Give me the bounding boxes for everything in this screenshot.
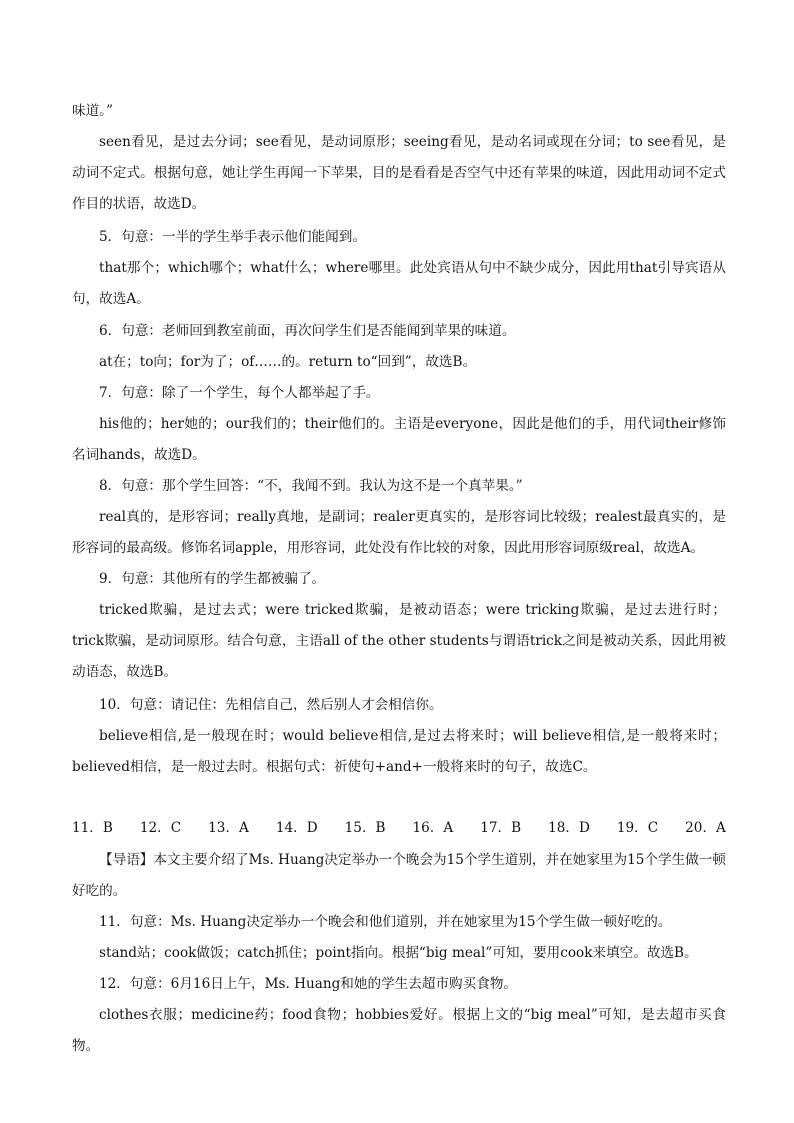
explanation-6: at在；to向；for为了；of……的。return to“回到”，故选B。 bbox=[99, 354, 477, 370]
answer-item: 15．B bbox=[344, 820, 386, 836]
passage-intro: 【导语】本文主要介绍了Ms. Huang决定举办一个晚会为15个学生道别，并在她家里为15个学生做一顿好吃的。 bbox=[72, 852, 726, 899]
answer-item: 14．D bbox=[275, 820, 318, 836]
explanation-8: real真的，是形容词；really真地，是副词；realer更真实的，是形容词比较级；realest最真实的，是形容词的最高级。修饰名词apple，用形容词，此处没有作比较的对象，因此用形容词原级real，故选A。 bbox=[72, 509, 726, 556]
question-12-meaning: 12．句意：6月16日上午，Ms. Huang和她的学生去超市购买食物。 bbox=[99, 976, 518, 992]
explanation-10: believe相信,是一般现在时；would believe相信,是过去将来时；will believe相信,是一般将来时；believed相信，是一般过去时。根据句式：祈使句+and+一般将来时的句子，故选C。 bbox=[72, 728, 726, 775]
answer-item: 12．C bbox=[139, 820, 182, 836]
answer-item: 19．C bbox=[616, 820, 659, 836]
answer-item: 20．A bbox=[685, 820, 726, 836]
question-10-meaning: 10．句意：请记住：先相信自己，然后别人才会相信你。 bbox=[99, 697, 443, 713]
answer-item: 16．A bbox=[412, 820, 454, 836]
explanation-7: his他的；her她的；our我们的；their他们的。主语是everyone，因此是他们的手，用代词their修饰名词hands，故选D。 bbox=[72, 416, 726, 463]
answer-key-row bbox=[72, 815, 726, 841]
question-5-meaning: 5．句意：一半的学生举手表示他们能闻到。 bbox=[99, 229, 366, 245]
question-11-meaning: 11．句意：Ms. Huang决定举办一个晚会和他们道别，并在她家里为15个学生做一顿好吃的。 bbox=[99, 914, 672, 930]
explanation-9: tricked欺骗，是过去式；were tricked欺骗，是被动语态；were tricking欺骗，是过去进行时；trick欺骗，是动词原形。结合句意，主语all of the other students与谓语trick之间是被动关系，因此用被动语态，故选B。 bbox=[72, 602, 726, 680]
explanation-5: that那个；which哪个；what什么；where哪里。此处宾语从句中不缺少成分，因此用that引导宾语从句，故选A。 bbox=[72, 260, 726, 307]
answer-item: 18．D bbox=[548, 820, 590, 836]
explanation-4: seen看见，是过去分词；see看见，是动词原形；seeing看见，是动名词或现在分词；to see看见，是动词不定式。根据句意，她让学生再闻一下苹果，目的是看看是否空气中还有苹果的味道，因此用动词不定式作目的状语，故选D。 bbox=[72, 134, 726, 212]
answer-item: 17．B bbox=[480, 820, 522, 836]
question-9-meaning: 9．句意：其他所有的学生都被骗了。 bbox=[99, 571, 326, 587]
question-7-meaning: 7．句意：除了一个学生，每个人都举起了手。 bbox=[99, 385, 380, 401]
explanation-11: stand站；cook做饭；catch抓住；point指向。根据“big meal”可知，要用cook来填空。故选B。 bbox=[99, 945, 698, 961]
explanation-12: clothes衣服；medicine药；food食物；hobbies爱好。根据上文的“big meal”可知，是去超市买食物。 bbox=[72, 1007, 726, 1054]
paragraph: 味道。” bbox=[72, 103, 113, 119]
question-6-meaning: 6．句意：老师回到教室前面，再次问学生们是否能闻到苹果的味道。 bbox=[99, 323, 516, 339]
answer-item: 13．A bbox=[208, 820, 249, 836]
question-8-meaning: 8．句意：那个学生回答：“不，我闻不到。我认为这不是一个真苹果。” bbox=[99, 478, 523, 494]
answer-item: 11．B bbox=[72, 820, 113, 836]
